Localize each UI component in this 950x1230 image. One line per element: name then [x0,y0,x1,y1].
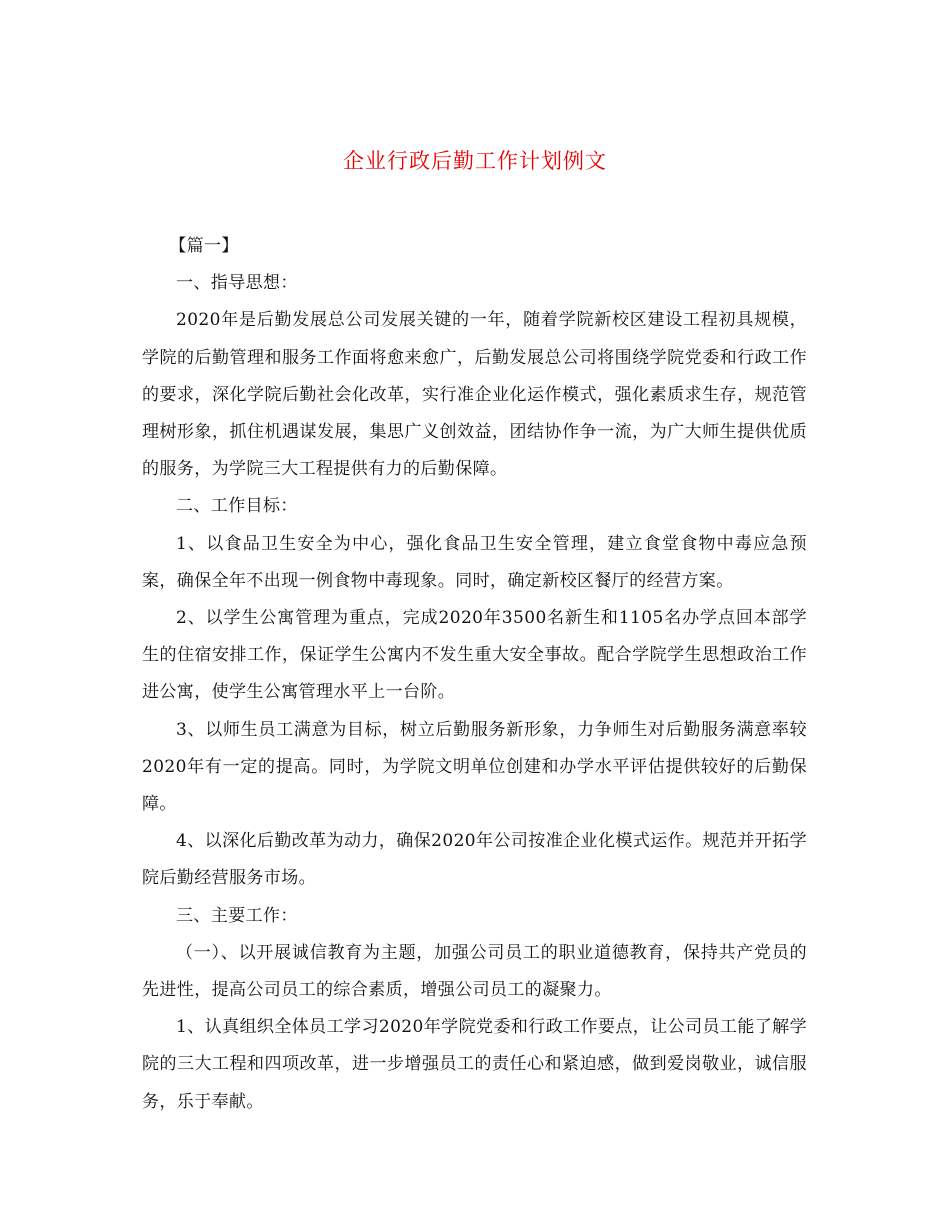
paragraph-goal-3: 3、以师生员工满意为目标，树立后勤服务新形象，力争师生对后勤服务满意率较2020年有一定的提高。同时，为学院文明单位创建和办学水平评估提供较好的后勤保障。 [142,719,807,815]
heading-guiding-idea: 一、指导思想： [176,273,298,294]
document-body [142,228,807,1121]
paragraph-goal-2: 2、以学生公寓管理为重点，完成2020年3500名新生和1105名办学点回本部学生的住宿安排工作，保证学生公寓内不发生重大安全事故。配合学院学生思想政治工作进公寓，使学生公寓管理水平上一台阶。 [142,608,807,703]
heading-main-work: 三、主要工作： [176,905,298,926]
paragraph-main-work-1: （一）、以开展诚信教育为主题，加强公司员工的职业道德教育，保持共产党员的先进性，提高公司员工的综合素质，增强公司员工的凝聚力。 [142,942,807,1001]
document-title: 企业行政后勤工作计划例文 [343,149,607,173]
paragraph-goal-4: 4、以深化后勤改革为动力，确保2020年公司按准企业化模式运作。规范并开拓学院后勤经营服务市场。 [142,831,807,889]
heading-work-goals: 二、工作目标： [176,496,298,517]
paragraph-main-work-1-item-1: 1、认真组织全体员工学习2020年学院党委和行政工作要点，让公司员工能了解学院的三大工程和四项改革，进一步增强员工的责任心和紧迫感，做到爱岗敬业，诚信服务，乐于奉献。 [142,1017,807,1112]
section-label: 【篇一】 [169,236,239,256]
paragraph-goal-1: 1、以食品卫生安全为中心，强化食品卫生安全管理，建立食堂食物中毒应急预案，确保全年不出现一例食物中毒现象。同时，确定新校区餐厅的经营方案。 [142,533,807,591]
paragraph-guiding-idea: 2020年是后勤发展总公司发展关键的一年，随着学院新校区建设工程初具规模，学院的后勤管理和服务工作面将愈来愈广，后勤发展总公司将围绕学院党委和行政工作的要求，深化学院后勤社会化改革，实行准企业化运作模式，强化素质求生存，规范管理树形象，抓住机遇谋发展，集思广义创效益，团结协作争一流，为广大师生提供优质的服务，为学院三大工程提供有力的后勤保障。 [142,310,807,480]
